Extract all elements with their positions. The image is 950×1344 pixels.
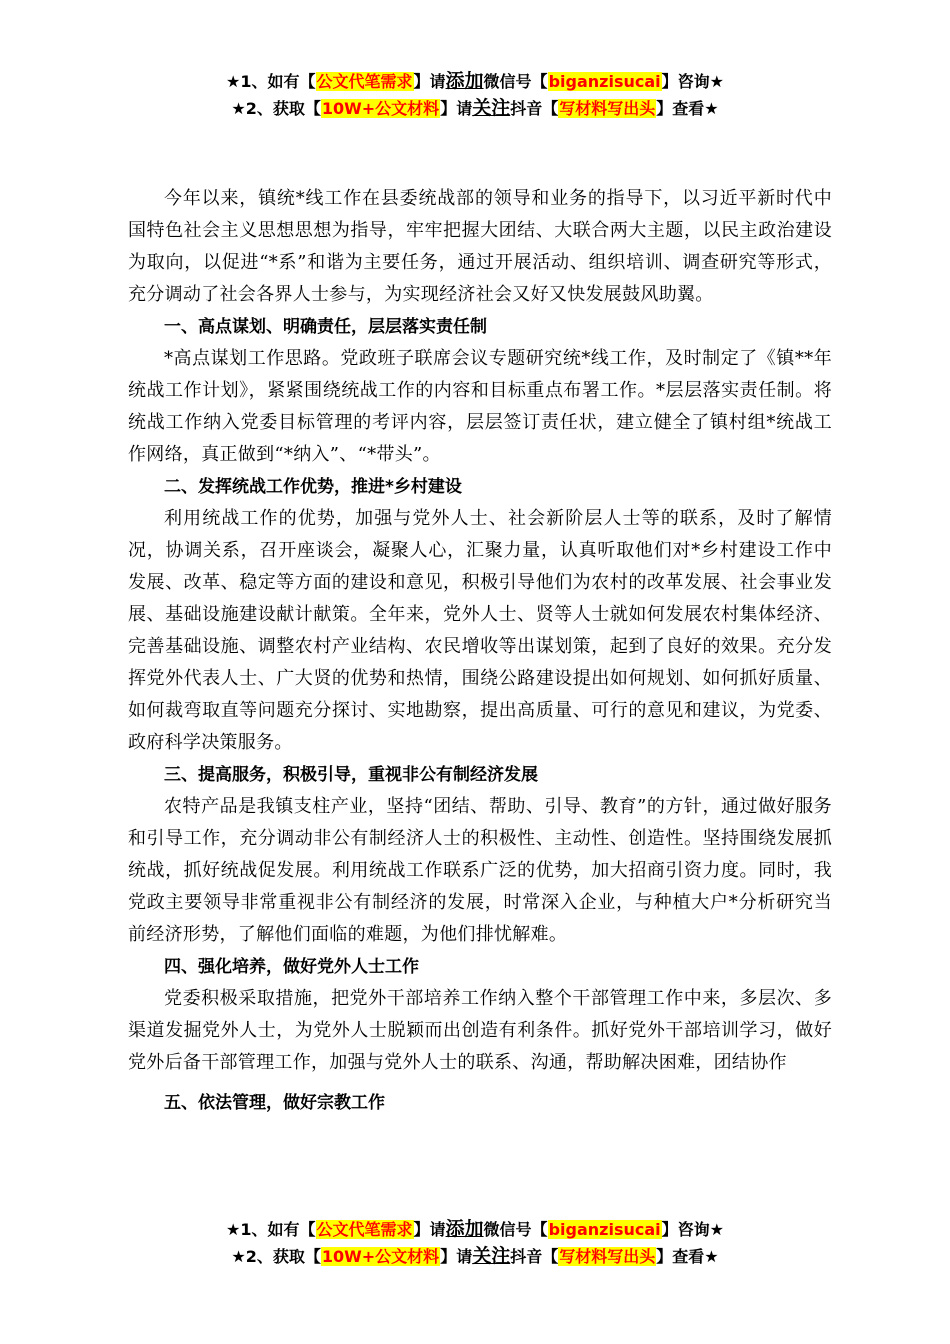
promo-text: 】请 [440, 1247, 473, 1266]
intro-paragraph: 今年以来，镇统*线工作在县委统战部的领导和业务的指导下，以习近平新时代中国特色社会主义思想思想为指导，牢牢把握大团结、大联合两大主题，以民主政治建设为取向，以促进“*系”和谐为主要任务，通过开展活动、组织培训、调查研究等形式，充分调动了社会各界人士参与，为实现经济社会又好又快发展鼓风助翼。 [128, 188, 832, 305]
promo-text: 】咨询★ [661, 1220, 724, 1239]
document-body [128, 183, 832, 1119]
section-heading: 一、高点谋划、明确责任，层层落实责任制 [164, 317, 487, 337]
section-heading: 四、强化培养，做好党外人士工作 [164, 957, 419, 977]
section-paragraph: 党委积极采取措施，把党外干部培养工作纳入整个干部管理工作中来，多层次、多渠道发掘党外人士，为党外人士脱颖而出创造有利条件。抓好党外干部培训学习，做好党外后备干部管理工作，加强与党外人士的联系、沟通，帮助解决困难，团结协作 [128, 988, 832, 1073]
promo-text: 】请 [413, 72, 446, 91]
section-paragraph: *高点谋划工作思路。党政班子联席会议专题研究统*线工作，及时制定了《镇**年统战工作计划》，紧紧围绕统战工作的内容和目标重点布署工作。*层层落实责任制。将统战工作纳入党委目标管理的考评内容，层层签订责任状，建立健全了镇村组*统战工作网络，真正做到“*纳入”、“*带头”。 [128, 348, 832, 465]
promo-line-1 [0, 1216, 950, 1243]
promo-highlight: biganzisucai [548, 72, 661, 91]
header-promo-banner [0, 68, 950, 122]
promo-text: ★1、如有【 [226, 1220, 316, 1239]
promo-emphasis: 关注 [472, 1245, 511, 1267]
promo-line-2 [0, 1243, 950, 1270]
promo-text: 抖音【 [510, 1247, 559, 1266]
promo-highlight: biganzisucai [548, 1220, 661, 1239]
promo-text: 】咨询★ [661, 72, 724, 91]
promo-highlight: 写材料写出头 [559, 1247, 656, 1266]
section-heading: 五、依法管理，做好宗教工作 [164, 1093, 385, 1113]
promo-line-1 [0, 68, 950, 95]
promo-emphasis: 关注 [472, 97, 511, 119]
promo-text: 】请 [440, 99, 473, 118]
promo-highlight: 10W+公文材料 [321, 99, 440, 118]
promo-text: ★2、获取【 [231, 1247, 321, 1266]
promo-text: 】请 [413, 1220, 446, 1239]
footer-promo-banner [0, 1216, 950, 1270]
promo-text: ★1、如有【 [226, 72, 316, 91]
promo-emphasis: 添加 [445, 70, 484, 92]
promo-emphasis: 添加 [445, 1218, 484, 1240]
promo-highlight: 10W+公文材料 [321, 1247, 440, 1266]
section-heading: 三、提高服务，积极引导，重视非公有制经济发展 [164, 765, 538, 785]
section-heading: 二、发挥统战工作优势，推进*乡村建设 [164, 477, 462, 497]
promo-highlight: 公文代笔需求 [316, 1220, 413, 1239]
promo-text: ★2、获取【 [231, 99, 321, 118]
promo-highlight: 写材料写出头 [559, 99, 656, 118]
promo-highlight: 公文代笔需求 [316, 72, 413, 91]
promo-text: 微信号【 [483, 72, 548, 91]
promo-text: 】查看★ [656, 99, 719, 118]
promo-text: 】查看★ [656, 1247, 719, 1266]
section-paragraph: 利用统战工作的优势，加强与党外人士、社会新阶层人士等的联系，及时了解情况，协调关系，召开座谈会，凝聚人心，汇聚力量，认真听取他们对*乡村建设工作中发展、改革、稳定等方面的建设和意见，积极引导他们为农村的改革发展、社会事业发展、基础设施建设献计献策。全年来，党外人士、贤等人士就如何发展农村集体经济、完善基础设施、调整农村产业结构、农民增收等出谋划策，起到了良好的效果。充分发挥党外代表人士、广大贤的优势和热情，围绕公路建设提出如何规划、如何抓好质量、如何裁弯取直等问题充分探讨、实地勘察，提出高质量、可行的意见和建议，为党委、政府科学决策服务。 [128, 508, 832, 753]
promo-line-2 [0, 95, 950, 122]
promo-text: 抖音【 [510, 99, 559, 118]
promo-text: 微信号【 [483, 1220, 548, 1239]
section-paragraph: 农特产品是我镇支柱产业，坚持“团结、帮助、引导、教育”的方针，通过做好服务和引导工作，充分调动非公有制经济人士的积极性、主动性、创造性。坚持围绕发展抓统战，抓好统战促发展。利用统战工作联系广泛的优势，加大招商引资力度。同时，我党政主要领导非常重视非公有制经济的发展，时常深入企业，与种植大户*分析研究当前经济形势，了解他们面临的难题，为他们排忧解难。 [128, 796, 832, 945]
